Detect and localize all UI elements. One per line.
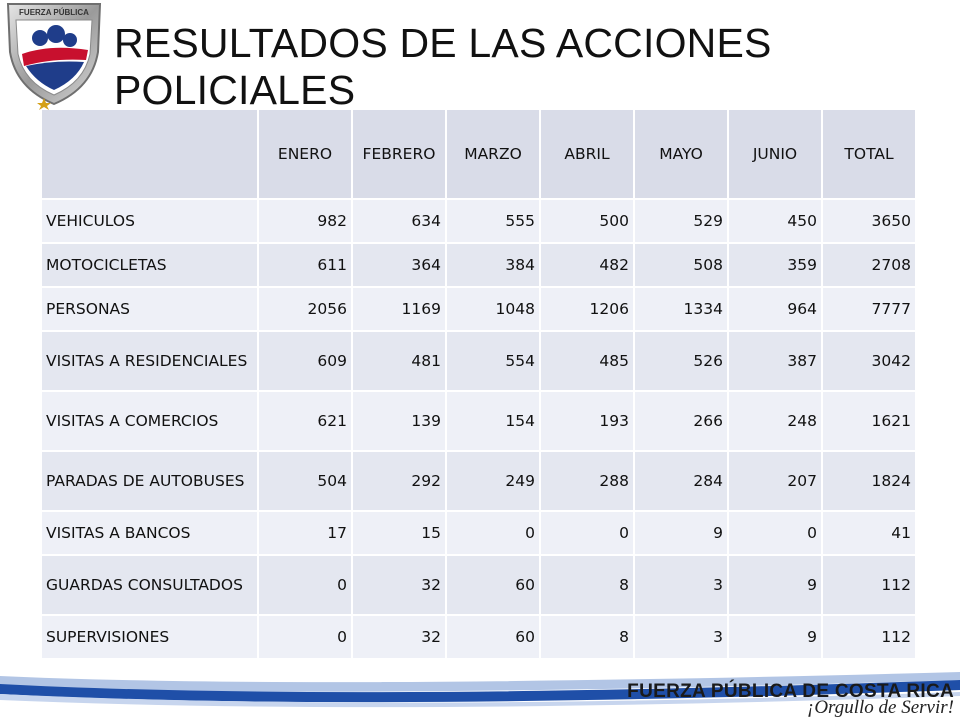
- cell: 634: [352, 199, 446, 243]
- row-label: PARADAS DE AUTOBUSES: [42, 451, 258, 511]
- cell: 529: [634, 199, 728, 243]
- cell: 32: [352, 615, 446, 659]
- column-header-junio: JUNIO: [728, 110, 822, 199]
- cell: 8: [540, 615, 634, 659]
- cell: 554: [446, 331, 540, 391]
- cell: 284: [634, 451, 728, 511]
- cell: 485: [540, 331, 634, 391]
- cell: 555: [446, 199, 540, 243]
- cell: 288: [540, 451, 634, 511]
- table-row: [42, 555, 916, 615]
- cell: 364: [352, 243, 446, 287]
- badge-text: FUERZA PÚBLICA: [19, 8, 89, 17]
- row-label: MOTOCICLETAS: [42, 243, 258, 287]
- table-header-row: [42, 110, 916, 199]
- table-row: [42, 451, 916, 511]
- cell: 526: [634, 331, 728, 391]
- column-header-febrero: FEBRERO: [352, 110, 446, 199]
- cell-total: 41: [822, 511, 916, 555]
- cell: 3: [634, 615, 728, 659]
- cell-total: 7777: [822, 287, 916, 331]
- cell-total: 1824: [822, 451, 916, 511]
- row-label: VEHICULOS: [42, 199, 258, 243]
- cell: 450: [728, 199, 822, 243]
- column-header-marzo: MARZO: [446, 110, 540, 199]
- column-header-mayo: MAYO: [634, 110, 728, 199]
- table-row: [42, 331, 916, 391]
- page-title: RESULTADOS DE LAS ACCIONES POLICIALES: [114, 20, 772, 113]
- cell: 9: [728, 615, 822, 659]
- cell: 15: [352, 511, 446, 555]
- footer-title: FUERZA PÚBLICA DE COSTA RICA: [627, 681, 954, 702]
- cell: 207: [728, 451, 822, 511]
- cell: 504: [258, 451, 352, 511]
- cell: 384: [446, 243, 540, 287]
- cell: 359: [728, 243, 822, 287]
- row-label: VISITAS A BANCOS: [42, 511, 258, 555]
- cell: 2056: [258, 287, 352, 331]
- table-row: [42, 511, 916, 555]
- cell: 9: [634, 511, 728, 555]
- cell: 482: [540, 243, 634, 287]
- cell: 9: [728, 555, 822, 615]
- cell: 481: [352, 331, 446, 391]
- cell: 611: [258, 243, 352, 287]
- cell: 982: [258, 199, 352, 243]
- results-table: [42, 110, 917, 660]
- cell: 621: [258, 391, 352, 451]
- column-header: [42, 110, 258, 199]
- cell: 139: [352, 391, 446, 451]
- row-label: VISITAS A COMERCIOS: [42, 391, 258, 451]
- cell: 60: [446, 555, 540, 615]
- column-header-total: TOTAL: [822, 110, 916, 199]
- cell: 266: [634, 391, 728, 451]
- table-row: [42, 391, 916, 451]
- row-label: PERSONAS: [42, 287, 258, 331]
- cell: 32: [352, 555, 446, 615]
- cell: 0: [728, 511, 822, 555]
- cell: 1334: [634, 287, 728, 331]
- cell: 8: [540, 555, 634, 615]
- cell: 0: [446, 511, 540, 555]
- police-badge-logo: [0, 0, 108, 110]
- row-label: GUARDAS CONSULTADOS: [42, 555, 258, 615]
- cell: 500: [540, 199, 634, 243]
- row-label: SUPERVISIONES: [42, 615, 258, 659]
- cell: 387: [728, 331, 822, 391]
- column-header-abril: ABRIL: [540, 110, 634, 199]
- cell: 193: [540, 391, 634, 451]
- cell: 508: [634, 243, 728, 287]
- cell: 248: [728, 391, 822, 451]
- cell: 17: [258, 511, 352, 555]
- cell: 292: [352, 451, 446, 511]
- cell-total: 112: [822, 555, 916, 615]
- table-row: [42, 199, 916, 243]
- cell: 1169: [352, 287, 446, 331]
- column-header-enero: ENERO: [258, 110, 352, 199]
- footer-slogan: ¡Orgullo de Servir!: [806, 697, 954, 718]
- cell: 609: [258, 331, 352, 391]
- cell-total: 3650: [822, 199, 916, 243]
- row-label: VISITAS A RESIDENCIALES: [42, 331, 258, 391]
- cell-total: 3042: [822, 331, 916, 391]
- results-table-container: [42, 110, 916, 660]
- cell: 1206: [540, 287, 634, 331]
- cell: 1048: [446, 287, 540, 331]
- cell: 0: [258, 615, 352, 659]
- cell: 249: [446, 451, 540, 511]
- cell-total: 1621: [822, 391, 916, 451]
- cell-total: 2708: [822, 243, 916, 287]
- cell: 60: [446, 615, 540, 659]
- cell-total: 112: [822, 615, 916, 659]
- cell: 0: [540, 511, 634, 555]
- table-row: [42, 287, 916, 331]
- cell: 0: [258, 555, 352, 615]
- cell: 964: [728, 287, 822, 331]
- table-row: [42, 243, 916, 287]
- cell: 154: [446, 391, 540, 451]
- cell: 3: [634, 555, 728, 615]
